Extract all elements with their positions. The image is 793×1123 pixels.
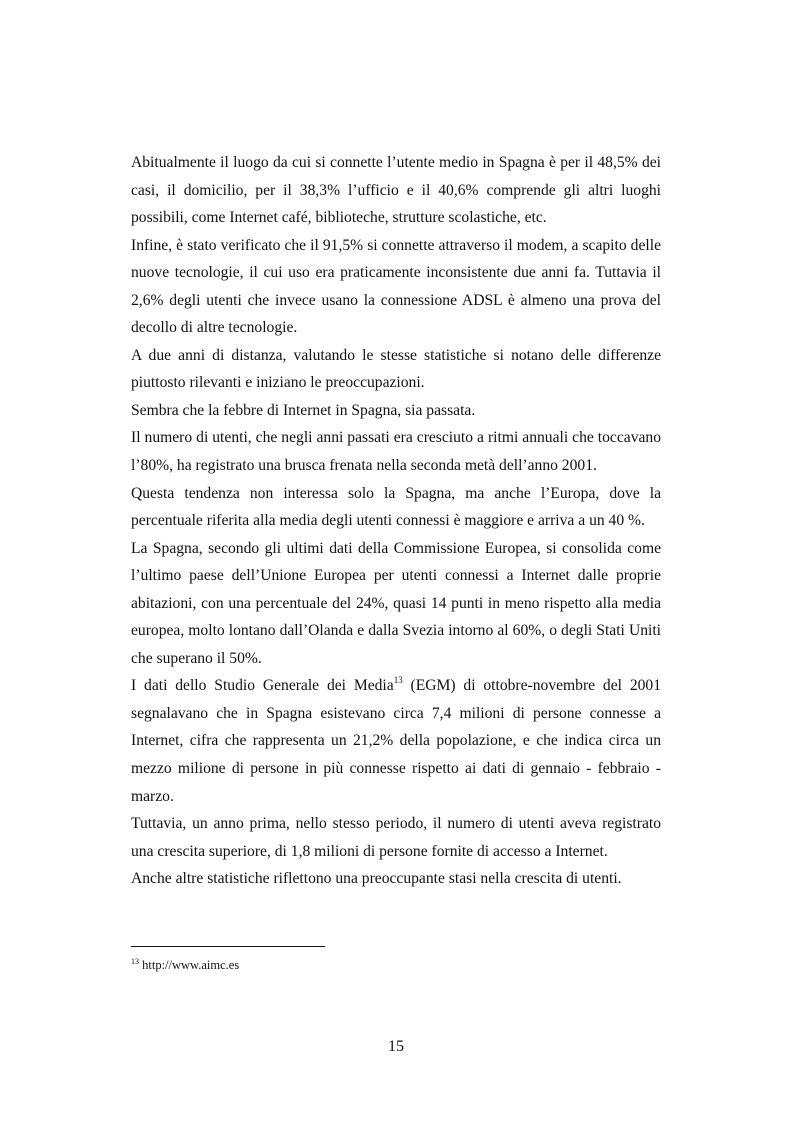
paragraph-egm-study bbox=[131, 672, 661, 810]
paragraph-modem-usage: Infine, è stato verificato che il 91,5% si connette attraverso il modem, a scapito delle nuove tecnologie, il cui uso era praticamente inconsistente due anni fa. Tuttavia il 2,6% degli utenti che invece usano la connessione ADSL è almeno una prova del decollo di altre tecnologie. bbox=[131, 236, 661, 337]
paragraph-user-growth: Il numero di utenti, che negli anni passati era cresciuto a ritmi annuali che toccavano l’80%, ha registrato una brusca frenata nella seconda metà dell’anno 2001. bbox=[131, 429, 661, 475]
footnote-separator bbox=[131, 946, 325, 947]
page-number: 15 bbox=[388, 1038, 404, 1055]
egm-text-start: I dati dello Studio Generale dei Media bbox=[131, 677, 394, 695]
footnote bbox=[131, 957, 239, 973]
body-text bbox=[131, 149, 661, 893]
paragraph-europe-trend: Questa tendenza non interessa solo la Spagna, ma anche l’Europa, dove la percentuale riferita alla media degli utenti connessi è maggiore e arriva a un 40 %. bbox=[131, 484, 661, 530]
paragraph-other-statistics: Anche altre statistiche riflettono una preoccupante stasi nella crescita di utenti. bbox=[131, 870, 622, 888]
footnote-reference[interactable]: 13 bbox=[393, 675, 403, 686]
egm-text-end: (EGM) di ottobre-novembre del 2001 segnalavano che in Spagna esistevano circa 7,4 milioni di persone connesse a Internet, cifra che rappresenta un 21,2% della popolazione, e che indica circa un mezzo milione di persone in più connesse rispetto ai dati di gennaio - febbraio - marzo. bbox=[131, 677, 662, 805]
paragraph-internet-fever: Sembra che la febbre di Internet in Spagna, sia passata. bbox=[131, 401, 476, 419]
paragraph-connection-location: Abitualmente il luogo da cui si connette l’utente medio in Spagna è per il 48,5% dei casi, il domicilio, per il 38,3% l’ufficio e il 40,6% comprende gli altri luoghi possibili, come Internet café, biblioteche, strutture scolastiche, etc. bbox=[131, 154, 661, 227]
footnote-url[interactable]: http://www.aimc.es bbox=[139, 958, 240, 972]
paragraph-previous-year: Tuttavia, un anno prima, nello stesso periodo, il numero di utenti aveva registrato una crescita superiore, di 1,8 milioni di persone fornite di accesso a Internet. bbox=[131, 815, 661, 860]
footnote-number: 13 bbox=[131, 956, 139, 966]
paragraph-two-years-later: A due anni di distanza, valutando le stesse statistiche si notano delle differenze piuttosto rilevanti e iniziano le preoccupazioni. bbox=[131, 346, 661, 392]
paragraph-european-commission: La Spagna, secondo gli ultimi dati della Commissione Europea, si consolida come l’ultimo paese dell’Unione Europea per utenti connessi a Internet dalle proprie abitazioni, con una percentuale del 24%, quasi 14 punti in meno rispetto alla media europea, molto lontano dall’Olanda e dalla Svezia intorno al 60%, o degli Stati Uniti che superano il 50%. bbox=[131, 539, 661, 667]
